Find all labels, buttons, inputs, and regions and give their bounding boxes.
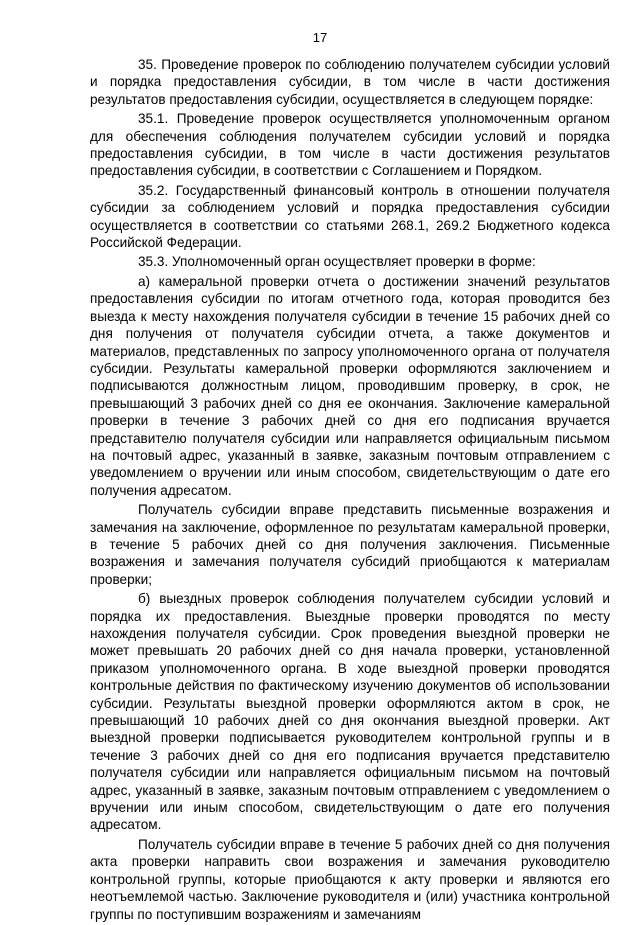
paragraph: 35.3. Уполномоченный орган осуществляет проверки в форме: [138, 254, 536, 270]
paragraph: 35.1. Проведение проверок осуществляется уполномоченным органом для обеспечения соблюдения получателем субсидии условий и порядка предоставления субсидии, в том числе в части достижения результатов предоставления субсидии, в соответствии с Соглашением и Порядком. [90, 111, 610, 179]
paragraph: Получатель субсидии вправе представить письменные возражения и замечания на заключение, оформленное по результатам камеральной проверки, в течение 5 рабочих дней со дня получения заключения. Письменные возражения и замечания получателя субсидий приобщаются к материалам проверки; [90, 502, 610, 587]
paragraph: 35.2. Государственный финансовый контроль в отношении получателя субсидии за соблюдением условий и порядка предоставления субсидии осуществляется в соответствии со статьями 268.1, 269.2 Бюджетного кодекса Российской Федерации. [90, 182, 610, 251]
paragraph: а) камеральной проверки отчета о достижении значений результатов предоставления субсидии по итогам отчетного года, которая проводится без выезда к месту нахождения получателя субсидии в течение 15 рабочих дней со дня получения от получателя субсидии отчета, а также документов и материалов, представленных по запросу уполномоченного органа от получателя субсидии. Результаты камеральной проверки оформляются заключением и подписываются должностным лицом, проводившим проверку, в срок, не превышающий 3 рабочих дней со дня ее окончания. Заключение камеральной проверки в течение 3 рабочих дней со дня его подписания вручается представителю получателя субсидии или направляется официальным письмом на почтовый адрес, указанный в заявке, заказным почтовым отправлением с уведомлением о вручении или иным способом, свидетельствующим о дате его получения адресатом. [90, 273, 610, 498]
page-number: 17 [312, 30, 328, 45]
document-body [90, 56, 610, 925]
paragraph: Получатель субсидии вправе в течение 5 рабочих дней со дня получения акта проверки направить свои возражения и замечания руководителю контрольной группы, которые приобщаются к акту проверки и являются его неотъемлемой частью. Заключение руководителя и (или) участника контрольной группы по поступившим возражениям и замечаниям [90, 836, 610, 922]
paragraph: б) выездных проверок соблюдения получателем субсидии условий и порядка их предоставления. Выездные проверки проводятся по месту нахождения получателя субсидии. Срок проведения выездной проверки не может превышать 20 рабочих дней со дня начала проверки, установленной приказом уполномоченного органа. В ходе выездной проверки проводятся контрольные действия по фактическому изучению документов об использовании субсидии. Результаты выездной проверки оформляются актом в срок, не превышающий 10 рабочих дней со дня окончания выездной проверки. Акт выездной проверки подписывается руководителем контрольной группы и в течение 3 рабочих дней со дня его подписания вручается представителю получателя субсидии или направляется официальным письмом на почтовый адрес, указанный в заявке, заказным почтовым отправлением с уведомлением о вручении или иным способом, свидетельствующим о дате его получения адресатом. [90, 591, 610, 833]
paragraph: 35. Проведение проверок по соблюдению получателем субсидии условий и порядка предоставления субсидии, в том числе в части достижения результатов предоставления субсидии, осуществляется в следующем порядке: [90, 57, 610, 107]
